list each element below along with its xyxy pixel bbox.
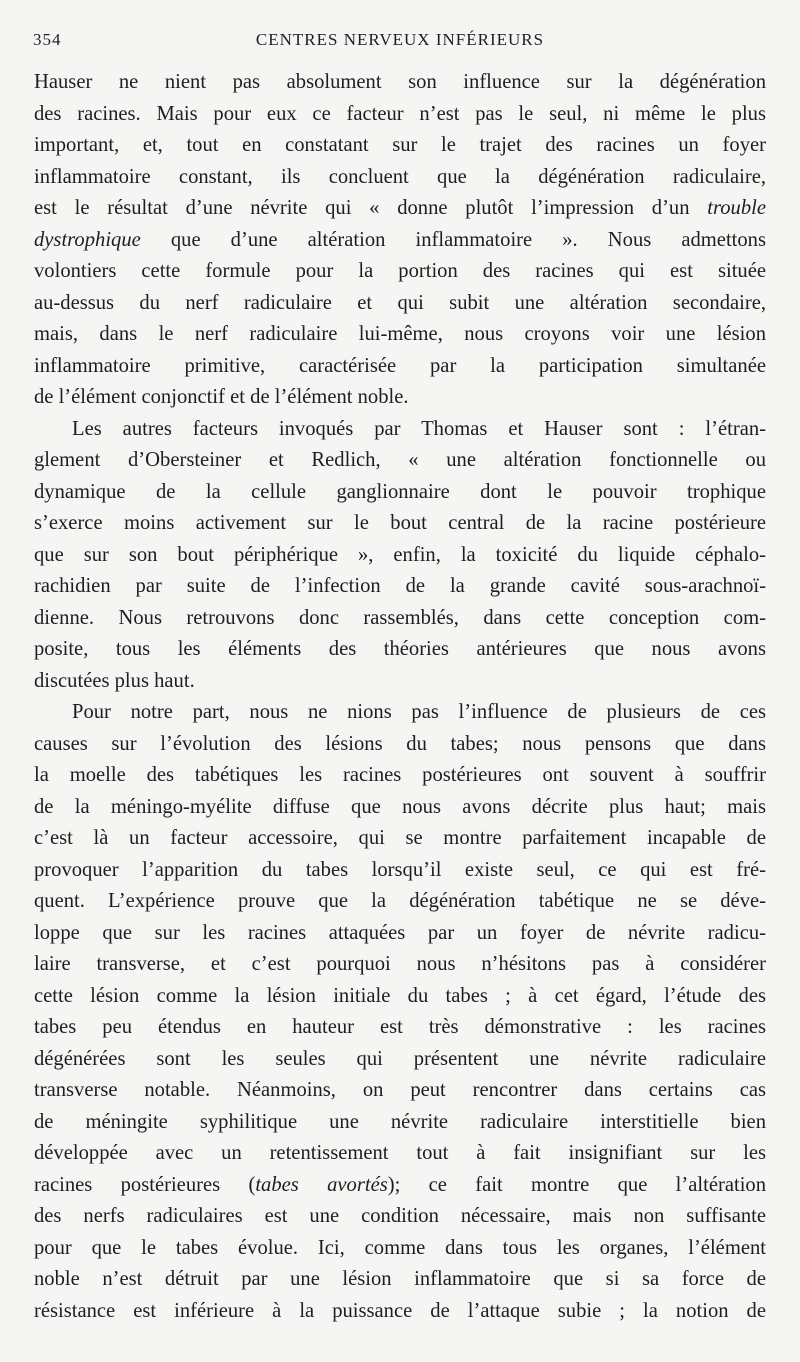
line-text: racines postérieures ( <box>34 1173 256 1196</box>
text-line <box>34 540 766 572</box>
text-line <box>34 1296 766 1328</box>
line-text: dienne. Nous retrouvons donc rassemblés, dans cette conception com- <box>34 606 766 629</box>
text-line <box>34 508 766 540</box>
line-text: dynamique de la cellule ganglionnaire dont le pouvoir trophique <box>34 480 766 503</box>
text-line <box>34 666 766 698</box>
line-text: cette lésion comme la lésion initiale du tabes ; à cet égard, l’étude des <box>34 984 766 1007</box>
line-text: volontiers cette formule pour la portion des racines qui est située <box>34 260 766 282</box>
line-text: dégénérées sont les seules qui présentent une névrite radiculaire <box>34 1047 766 1070</box>
text-line <box>34 855 766 887</box>
text-line <box>34 225 766 257</box>
text-line <box>34 1201 766 1233</box>
text-line <box>34 729 766 761</box>
line-text: au-dessus du nerf radiculaire et qui subit une altération secondaire, <box>34 291 766 314</box>
text-line <box>34 1107 766 1139</box>
text-line <box>34 288 766 320</box>
line-text: rachidien par suite de l’infection de la grande cavité sous-arachnoï- <box>34 575 766 597</box>
line-text: inflammatoire constant, ils concluent que la dégénération radiculaire, <box>34 165 766 188</box>
line-text: transverse notable. Néanmoins, on peut rencontrer dans certains cas <box>34 1079 766 1101</box>
line-text: inflammatoire primitive, caractérisée par la participation simultanée <box>34 354 766 377</box>
text-line <box>34 382 766 414</box>
line-text: Les autres facteurs invoqués par Thomas et Hauser sont : l’étran- <box>72 417 766 440</box>
text-line <box>34 634 766 666</box>
line-text: développée avec un retentissement tout à fait insignifiant sur les <box>34 1142 766 1164</box>
text-line <box>34 130 766 162</box>
text-line <box>34 162 766 194</box>
text-line <box>34 445 766 477</box>
text-line <box>34 193 766 225</box>
text-line <box>34 792 766 824</box>
line-text: c’est là un facteur accessoire, qui se montre parfaitement incapable de <box>34 827 766 849</box>
text-line <box>34 319 766 351</box>
body-text <box>34 67 766 1327</box>
line-text: provoquer l’apparition du tabes lorsqu’il existe seul, ce qui est fré- <box>34 858 766 881</box>
line-text: des racines. Mais pour eux ce facteur n’est pas le seul, ni même le plus <box>34 102 766 125</box>
text-line <box>34 760 766 792</box>
page-number: 354 <box>33 30 62 49</box>
line-text: de méningite syphilitique une névrite radiculaire interstitielle bien <box>34 1110 766 1133</box>
text-line <box>34 571 766 603</box>
line-text: important, et, tout en constatant sur le trajet des racines un foyer <box>34 134 766 156</box>
italic-text: trouble <box>707 197 766 219</box>
line-text: résistance est inférieure à la puissance de l’attaque subie ; la notion de <box>34 1299 766 1322</box>
line-text: loppe que sur les racines attaquées par un foyer de névrite radicu- <box>34 921 766 944</box>
line-text: la moelle des tabétiques les racines postérieures ont souvent à souffrir <box>34 764 766 786</box>
line-text: laire transverse, et c’est pourquoi nous n’hésitons pas à considérer <box>34 953 766 975</box>
text-line <box>34 99 766 131</box>
text-line <box>34 1170 766 1202</box>
text-line <box>34 1044 766 1076</box>
text-line <box>34 1138 766 1170</box>
text-line <box>34 886 766 918</box>
text-line <box>34 256 766 288</box>
line-text: discutées plus haut. <box>34 669 195 692</box>
line-text: des nerfs radiculaires est une condition nécessaire, mais non suffisante <box>34 1205 766 1227</box>
text-line <box>34 414 766 446</box>
text-line <box>34 1233 766 1265</box>
running-head <box>33 30 767 56</box>
text-line <box>34 1012 766 1044</box>
text-line <box>34 918 766 950</box>
text-line <box>34 949 766 981</box>
italic-text: dystrophique <box>34 228 141 251</box>
line-text: de la méningo-myélite diffuse que nous avons décrite plus haut; mais <box>34 795 766 818</box>
line-text: est le résultat d’une névrite qui « donne plutôt l’impression d’un <box>34 197 708 219</box>
line-text: Pour notre part, nous ne nions pas l’influence de plusieurs de ces <box>72 701 766 723</box>
text-line <box>34 981 766 1013</box>
line-text: s’exerce moins activement sur le bout central de la racine postérieure <box>34 512 766 534</box>
line-text: Hauser ne nient pas absolument son influence sur la dégénération <box>34 71 766 93</box>
line-text: que d’une altération inflammatoire ». Nous admettons <box>140 228 766 251</box>
text-line <box>34 1075 766 1107</box>
text-line <box>34 477 766 509</box>
text-line <box>34 823 766 855</box>
line-text: quent. L’expérience prouve que la dégénération tabétique ne se déve- <box>34 890 766 912</box>
line-text: tabes peu étendus en hauteur est très démonstrative : les racines <box>34 1016 766 1038</box>
text-line <box>34 1264 766 1296</box>
line-text: que sur son bout périphérique », enfin, la toxicité du liquide céphalo- <box>34 543 766 566</box>
italic-text: tabes avortés <box>255 1173 388 1196</box>
line-text-tail: ); ce fait montre que l’altération <box>387 1173 766 1196</box>
line-text: de l’élément conjonctif et de l’élément noble. <box>34 386 409 408</box>
line-text: causes sur l’évolution des lésions du tabes; nous pensons que dans <box>34 732 766 755</box>
chapter-title: CENTRES NERVEUX INFÉRIEURS <box>255 30 545 49</box>
line-text: glement d’Obersteiner et Redlich, « une altération fonctionnelle ou <box>34 449 766 471</box>
text-line <box>34 603 766 635</box>
line-text: posite, tous les éléments des théories antérieures que nous avons <box>34 638 766 660</box>
line-text: noble n’est détruit par une lésion inflammatoire que si sa force de <box>34 1268 766 1290</box>
text-line <box>34 697 766 729</box>
line-text: mais, dans le nerf radiculaire lui-même, nous croyons voir une lésion <box>34 323 766 345</box>
text-line <box>34 351 766 383</box>
line-text: pour que le tabes évolue. Ici, comme dans tous les organes, l’élément <box>34 1236 766 1259</box>
text-line <box>34 67 766 99</box>
